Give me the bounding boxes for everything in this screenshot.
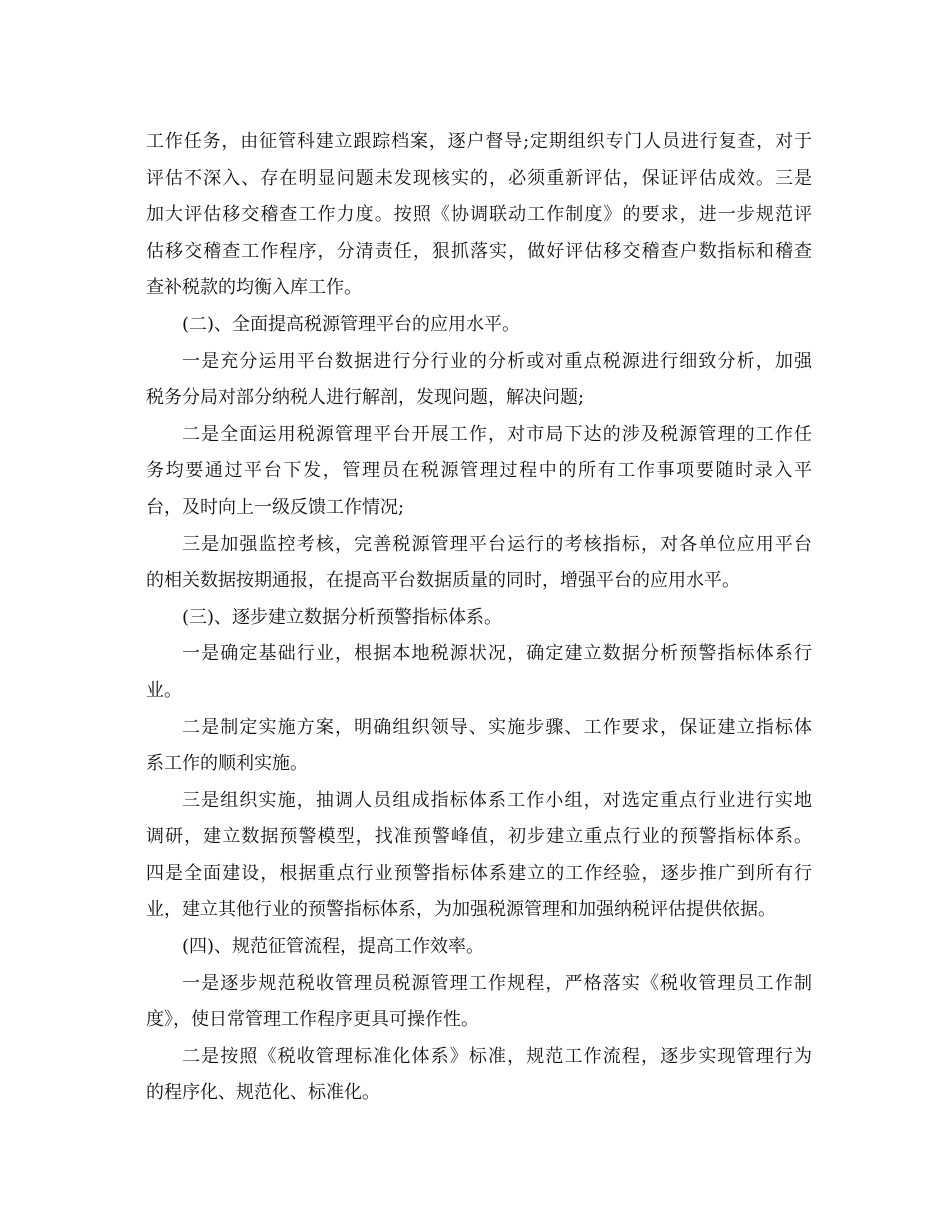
body-line: 二是制定实施方案，明确组织领导、实施步骤、工作要求，保证建立指标体 — [182, 716, 812, 738]
section-heading: (四)、规范征管流程，提高工作效率。 — [182, 936, 485, 958]
body-line: 度》，使日常管理工作程序更具可操作性。 — [146, 1009, 479, 1031]
body-line: 的程序化、规范化、标准化。 — [146, 1082, 380, 1104]
body-line: 调研，建立数据预警模型，找准预警峰值，初步建立重点行业的预警指标体系。 — [146, 826, 812, 848]
body-line: 务均要通过平台下发，管理员在税源管理过程中的所有工作事项要随时录入平 — [146, 460, 812, 482]
body-line: 评估不深入、存在明显问题未发现核实的，必须重新评估，保证评估成效。三是 — [146, 167, 812, 189]
body-line: 的相关数据按期通报，在提高平台数据质量的同时，增强平台的应用水平。 — [146, 570, 740, 592]
body-line: 三是加强监控考核，完善税源管理平台运行的考核指标，对各单位应用平台 — [182, 533, 812, 555]
body-line: 业，建立其他行业的预警指标体系，为加强税源管理和加强纳税评估提供依据。 — [146, 899, 776, 921]
body-line: 查补税款的均衡入库工作。 — [146, 277, 362, 299]
section-heading: (二)、全面提高税源管理平台的应用水平。 — [182, 313, 521, 335]
document-body — [146, 124, 812, 1112]
body-line: 业。 — [146, 679, 182, 701]
body-line: 估移交稽查工作程序，分清责任，狠抓落实，做好评估移交稽查户数指标和稽查 — [146, 240, 812, 262]
body-line: 三是组织实施，抽调人员组成指标体系工作小组，对选定重点行业进行实地 — [182, 789, 812, 811]
body-line: 二是全面运用税源管理平台开展工作，对市局下达的涉及税源管理的工作任 — [182, 423, 812, 445]
body-line: 一是充分运用平台数据进行分行业的分析或对重点税源进行细致分析，加强 — [182, 350, 812, 372]
body-line: 加大评估移交稽查工作力度。按照《协调联动工作制度》的要求，进一步规范评 — [146, 204, 812, 226]
body-line: 税务分局对部分纳税人进行解剖，发现问题，解决问题; — [146, 387, 585, 409]
section-heading: (三)、逐步建立数据分析预警指标体系。 — [182, 606, 503, 628]
body-line: 二是按照《税收管理标准化体系》标准，规范工作流程，逐步实现管理行为 — [182, 1045, 812, 1067]
body-line: 台，及时向上一级反馈工作情况; — [146, 496, 405, 518]
body-line: 一是逐步规范税收管理员税源管理工作规程，严格落实《税收管理员工作制 — [182, 972, 812, 994]
body-line: 四是全面建设，根据重点行业预警指标体系建立的工作经验，逐步推广到所有行 — [146, 862, 812, 884]
body-line: 工作任务，由征管科建立跟踪档案，逐户督导;定期组织专门人员进行复查，对于 — [146, 131, 812, 152]
body-line: 系工作的顺利实施。 — [146, 753, 308, 775]
body-line: 一是确定基础行业，根据本地税源状况，确定建立数据分析预警指标体系行 — [182, 643, 812, 665]
